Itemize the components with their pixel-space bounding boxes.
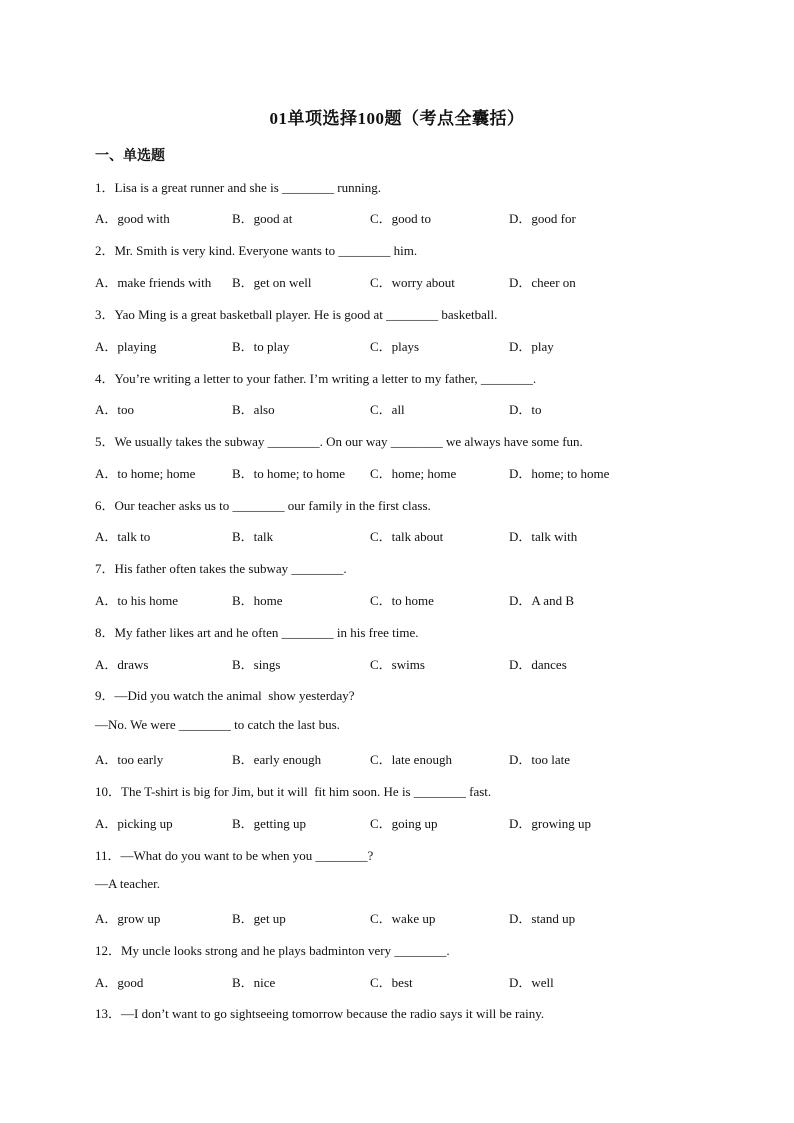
question-5-options <box>95 463 695 481</box>
option-c: C．home; home <box>370 466 457 481</box>
option-a: A．grow up <box>95 911 161 926</box>
question-7-options <box>95 590 695 608</box>
option-a: A．playing <box>95 339 157 354</box>
option-a: A．talk to <box>95 529 151 544</box>
option-d: D．talk with <box>509 529 578 544</box>
option-a: A．good <box>95 975 144 990</box>
question-12-options <box>95 972 695 990</box>
option-c: C．good to <box>370 211 432 226</box>
option-c: C．going up <box>370 816 438 831</box>
question-4-stem: 4．You’re writing a letter to your father. I’m writing a letter to my father, ________. <box>95 371 537 386</box>
question-7-stem: 7．His father often takes the subway ________. <box>95 561 347 576</box>
question-11-stem: 11．—What do you want to be when you ________? <box>95 848 374 863</box>
option-d: D．growing up <box>509 816 591 831</box>
question-12-stem: 12．My uncle looks strong and he plays badminton very ________. <box>95 943 450 958</box>
question-5-stem: 5．We usually takes the subway ________. On our way ________ we always have some fun. <box>95 434 583 449</box>
question-13-stem: 13．—I don’t want to go sightseeing tomorrow because the radio says it will be rainy. <box>95 1006 545 1021</box>
option-b: B．to play <box>232 339 290 354</box>
option-d: D．A and B <box>509 593 575 608</box>
question-9-reply: —No. We were ________ to catch the last bus. <box>95 717 340 732</box>
option-b: B．to home; to home <box>232 466 346 481</box>
option-d: D．well <box>509 975 554 990</box>
option-d: D．dances <box>509 657 567 672</box>
option-d: D．good for <box>509 211 576 226</box>
question-6-options <box>95 526 695 544</box>
question-10-options <box>95 813 695 831</box>
document-title: 01单项选择100题（考点全囊括） <box>269 109 525 128</box>
option-a: A．to home; home <box>95 466 196 481</box>
option-b: B．get up <box>232 911 286 926</box>
option-a: A．draws <box>95 657 149 672</box>
option-c: C．swims <box>370 657 425 672</box>
option-c: C．best <box>370 975 413 990</box>
option-c: C．worry about <box>370 275 455 290</box>
option-a: A．to his home <box>95 593 179 608</box>
question-9-options <box>95 749 695 767</box>
option-b: B．nice <box>232 975 276 990</box>
option-a: A．picking up <box>95 816 173 831</box>
question-2-options <box>95 272 695 290</box>
option-c: C．talk about <box>370 529 444 544</box>
question-2-stem: 2．Mr. Smith is very kind. Everyone wants to ________ him. <box>95 243 418 258</box>
option-b: B．sings <box>232 657 281 672</box>
option-d: D．stand up <box>509 911 576 926</box>
option-b: B．talk <box>232 529 274 544</box>
option-a: A．make friends with <box>95 275 212 290</box>
section-heading: 一、单选题 <box>95 149 165 164</box>
question-3-stem: 3．Yao Ming is a great basketball player. He is good at ________ basketball. <box>95 307 498 322</box>
option-d: D．play <box>509 339 554 354</box>
option-a: A．too early <box>95 752 164 767</box>
option-b: B．home <box>232 593 283 608</box>
question-11-reply: —A teacher. <box>95 876 160 891</box>
question-8-options <box>95 654 695 672</box>
option-d: D．cheer on <box>509 275 576 290</box>
option-c: C．late enough <box>370 752 452 767</box>
option-a: A．good with <box>95 211 170 226</box>
option-c: C．wake up <box>370 911 436 926</box>
option-b: B．get on well <box>232 275 312 290</box>
option-d: D．too late <box>509 752 571 767</box>
question-3-options <box>95 336 695 354</box>
option-a: A．too <box>95 402 135 417</box>
option-b: B．good at <box>232 211 293 226</box>
option-b: B．early enough <box>232 752 322 767</box>
question-1-stem: 1．Lisa is a great runner and she is ________ running. <box>95 180 381 195</box>
question-1-options <box>95 208 695 226</box>
option-c: C．to home <box>370 593 434 608</box>
option-c: C．plays <box>370 339 420 354</box>
question-11-options <box>95 908 695 926</box>
option-d: D．to <box>509 402 542 417</box>
question-9-stem: 9．—Did you watch the animal show yesterday? <box>95 688 355 703</box>
option-b: B．getting up <box>232 816 307 831</box>
option-b: B．also <box>232 402 275 417</box>
option-c: C．all <box>370 402 405 417</box>
question-8-stem: 8．My father likes art and he often ________ in his free time. <box>95 625 419 640</box>
question-4-options <box>95 399 695 417</box>
question-6-stem: 6．Our teacher asks us to ________ our family in the first class. <box>95 498 431 513</box>
option-d: D．home; to home <box>509 466 610 481</box>
question-10-stem: 10．The T-shirt is big for Jim, but it will fit him soon. He is ________ fast. <box>95 784 492 799</box>
